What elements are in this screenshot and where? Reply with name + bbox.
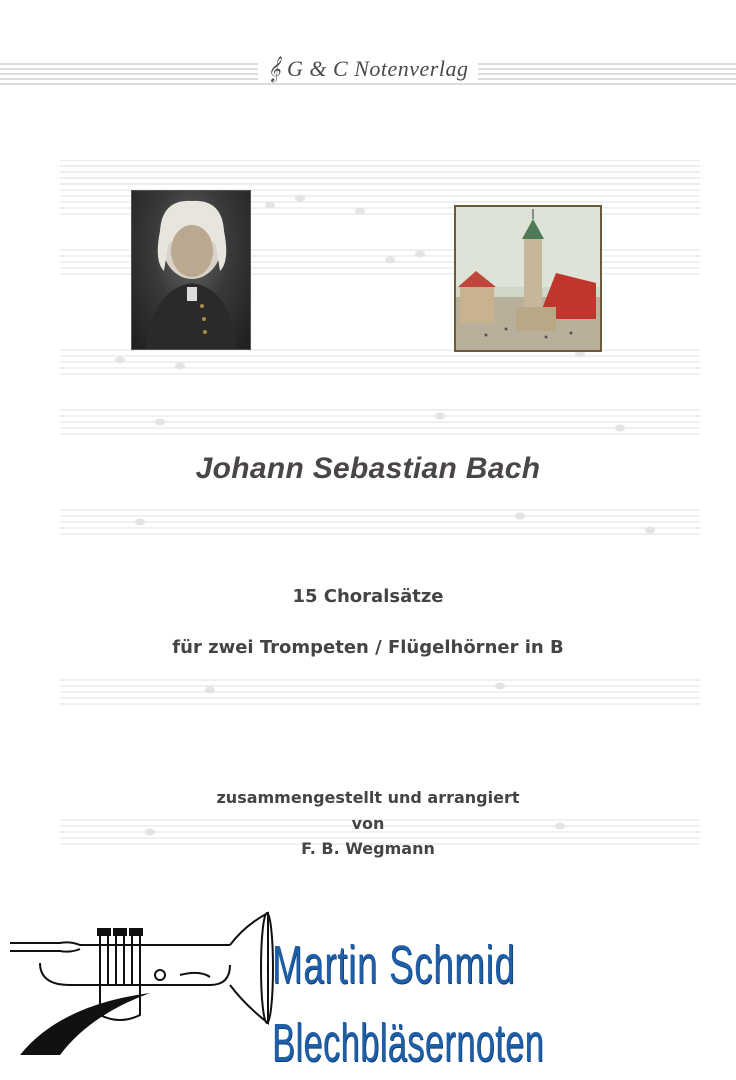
- composer-title: Johann Sebastian Bach: [195, 452, 541, 485]
- thomaskirche-illustration: [456, 207, 600, 350]
- portrait-figure-icon: [132, 191, 250, 349]
- publisher-header: [0, 56, 736, 82]
- treble-clef-icon: 𝄞: [267, 56, 282, 81]
- arranger-credit-line1: zusammengestellt und arrangiert: [216, 788, 520, 807]
- arranger-credit-line2: von: [351, 814, 385, 833]
- instrumentation-text: für zwei Trompeten / Flügelhörner in B: [172, 637, 564, 658]
- trumpet-icon: [0, 905, 275, 1065]
- collection-subtitle: 15 Choralsätze: [292, 586, 444, 607]
- portrait-image: [131, 190, 251, 350]
- arranger-name: F. B. Wegmann: [301, 839, 435, 858]
- retailer-name-line1: Martin Schmid: [272, 935, 516, 995]
- publisher-name: G & C Notenverlag: [287, 56, 469, 81]
- retailer-name-line2: Blechbläsernoten: [272, 1013, 545, 1073]
- church-image: [454, 205, 602, 352]
